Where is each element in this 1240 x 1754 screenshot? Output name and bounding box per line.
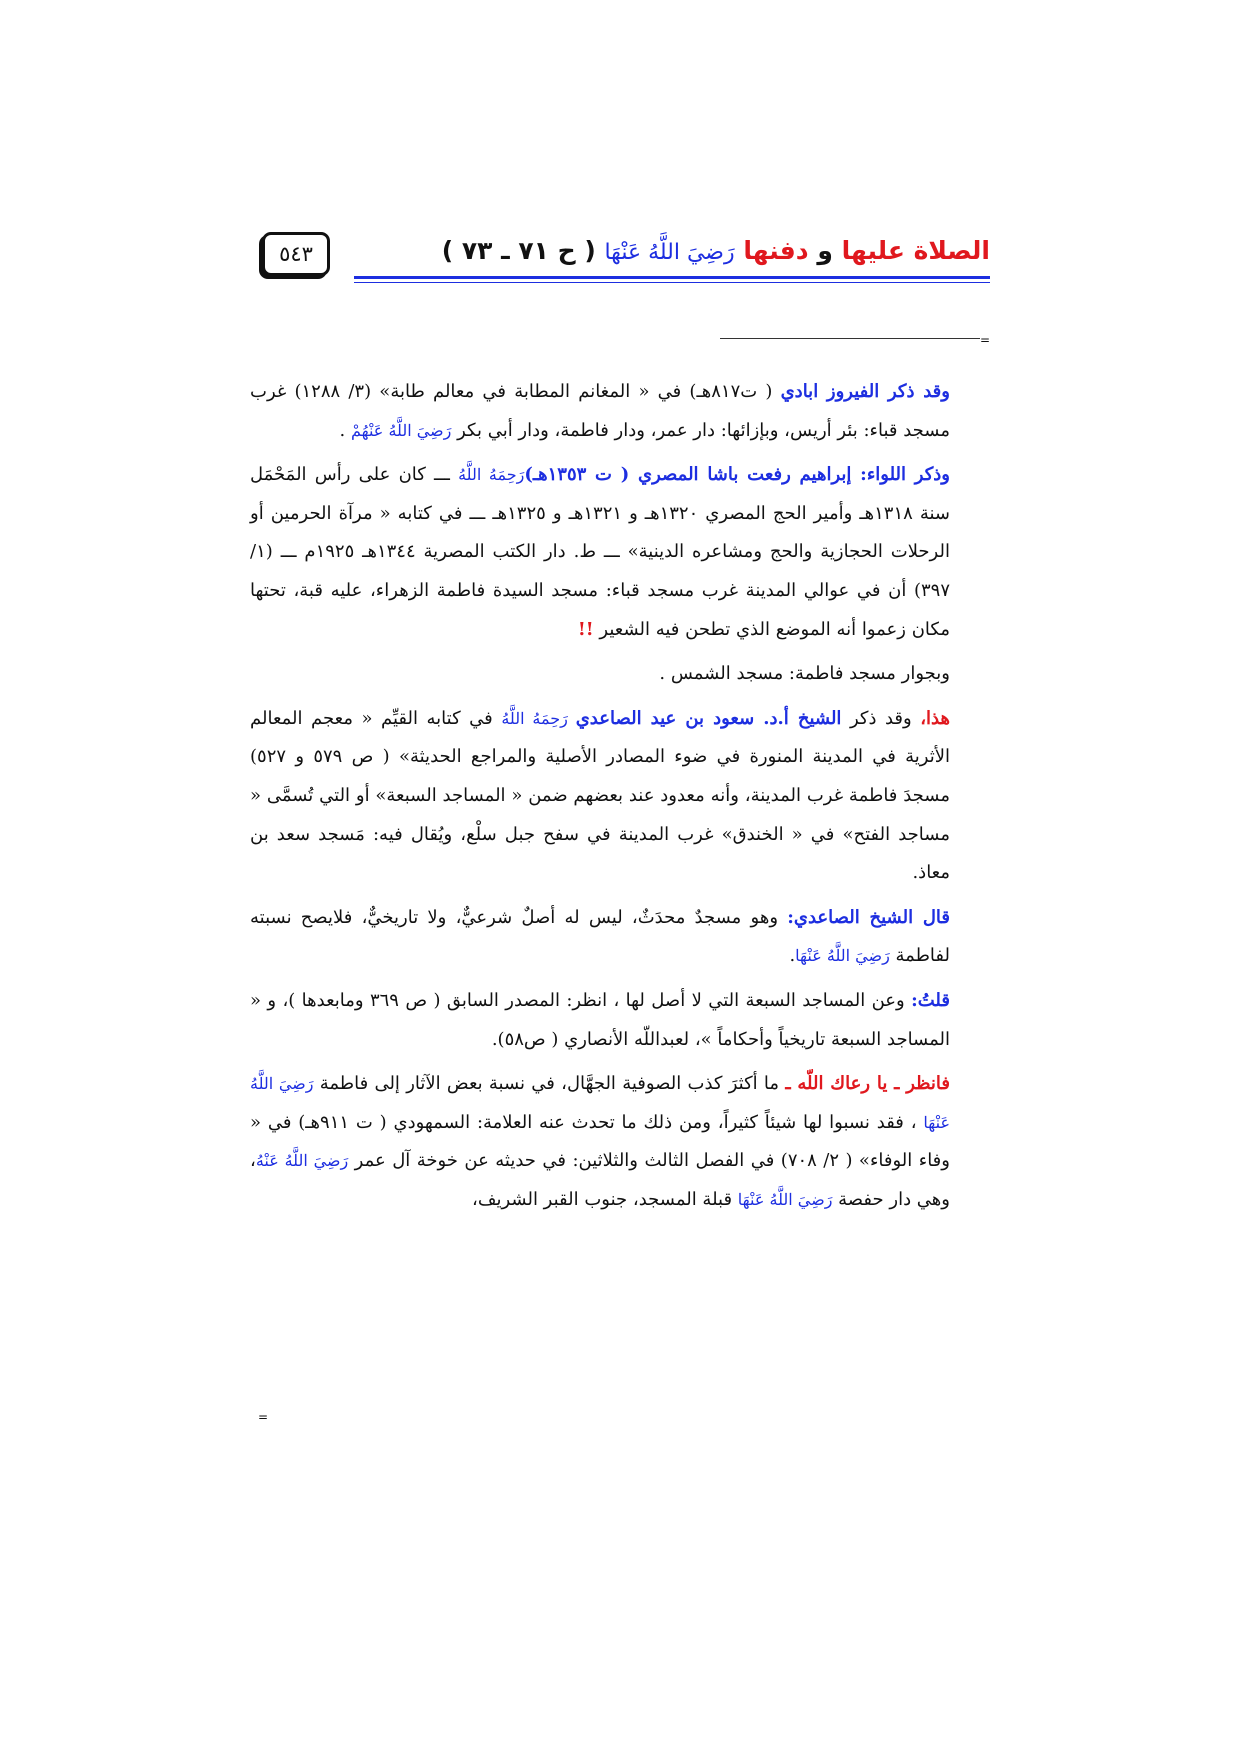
honorific: رَضِيَ اللَّهُ عَنْهَا — [250, 1074, 950, 1132]
title-conjunction: و — [808, 236, 842, 265]
chapter-title — [442, 236, 990, 265]
honorific: رَضِيَ اللَّهُ عَنْهَا — [737, 1189, 833, 1209]
footnote-continues-mark: = — [258, 1410, 269, 1424]
footnote-continuation-mark: = — [980, 333, 991, 347]
honorific: رَضِيَ اللَّهُ عَنْهُ — [255, 1151, 349, 1171]
paragraph-text: ، وهي دار حفصة — [250, 1150, 950, 1210]
paragraph-lead: قلتُ: — [911, 989, 950, 1011]
paragraph-qultu — [250, 982, 950, 1059]
paragraph-saadi-quote — [250, 899, 950, 976]
paragraph-text: وهو مسجدٌ محدَثٌ، ليس له أصلٌ شرعيٌّ، ولا تاريخيٌّ، فلايصح نسبته لفاطمة — [250, 906, 950, 967]
paragraph-lead-blue: الشيخ أ.د. سعود بن عيد الصاعدي — [575, 707, 842, 729]
honorific: رَضِيَ اللَّهُ عَنْهُمْ — [350, 420, 452, 440]
paragraph-saadi — [250, 700, 950, 893]
paragraph-lead: وذكر اللواء: إبراهيم رفعت باشا المصري ( ت ١٣٥٣هـ) — [524, 464, 950, 486]
paragraph-text: ما أكثرَ كذب الصوفية الجهَّال، في نسبة بعض الآثار إلى فاطمة — [313, 1073, 786, 1095]
paragraph-end: . — [339, 419, 351, 441]
paragraph-firuzabadi — [250, 373, 950, 450]
header-rule-thin — [354, 282, 990, 283]
paragraph-end: . — [789, 945, 796, 967]
paragraph-lead: وقد ذكر الفيروز ابادي — [780, 381, 950, 402]
honorific: رَحِمَهُ اللَّهُ — [501, 708, 576, 728]
paragraph-text: قبلة المسجد، جنوب القبر الشريف، — [472, 1188, 738, 1210]
exclamation: !! — [577, 618, 594, 640]
paragraph-lead-red: هذا، — [920, 707, 951, 729]
paragraph-text: وعن المساجد السبعة التي لا أصل لها ، انظر: المصدر السابق ( ص ٣٦٩ ومابعدها )، و « المساجد السبعة تاريخياً وأحكاماً »، لعبداللّه الأنصاري ( ص٥٨). — [250, 989, 950, 1050]
header-rule-thick — [354, 276, 990, 279]
paragraph-ibrahim-rifat — [250, 456, 950, 649]
paragraph-lead: قال الشيخ الصاعدي: — [787, 906, 951, 928]
paragraph-masjid-shams — [250, 655, 950, 694]
paragraph-text: وبجوار مسجد فاطمة: مسجد الشمس . — [659, 663, 950, 685]
paragraph-lead-red: فانظر ـ يا رعاك اللّه ـ — [785, 1073, 950, 1095]
honorific: رَحِمَهُ اللَّهُ — [458, 465, 525, 485]
paragraph-text: وقد ذكر — [841, 707, 921, 729]
footnote-body — [250, 373, 950, 1225]
page-number-badge — [262, 232, 330, 276]
page-number: ٥٤٣ — [279, 242, 313, 266]
honorific: رَضِيَ اللَّهُ عَنْهَا — [795, 946, 890, 966]
title-hadith-range: ( ح ٧١ ـ ٧٣ ) — [441, 236, 605, 265]
footnote-separator — [720, 338, 980, 339]
title-part-burial: دفنها — [743, 236, 809, 265]
paragraph-text: ( ت٨١٧هـ) في « المغانم المطابة في معالم طابة» (٣/ ١٢٨٨) غرب مسجد قباء: بئر أريس، وبإزائها: دار عمر، ودار فاطمة، ودار أبي بكر — [250, 381, 950, 441]
paragraph-text: ـــ كان على رأس المَحْمَل سنة ١٣١٨هـ وأمير الحج المصري ١٣٢٠هـ و ١٣٢١هـ و ١٣٢٥هـ ـــ في كتابه « مرآة الحرمين أو الرحلات الحجازية والحج ومشاعره الدينية» ـــ ط. دار الكتب المصرية ١٣٤٤هـ ١٩٢٥م ـــ (١/ ٣٩٧) أن في عوالي المدينة غرب مسجد قباء: مسجد السيدة فاطمة الزهراء، عليه قبة، تحتها مكان زعموا أنه الموضع الذي تطحن فيه الشعير — [250, 464, 950, 640]
paragraph-unzur — [250, 1065, 950, 1219]
page-header — [262, 232, 990, 280]
title-part-prayer: الصلاة عليها — [841, 236, 990, 265]
title-honorific: رَضِيَ اللَّهُ عَنْهَا — [604, 240, 735, 265]
paragraph-text: ، فقد نسبوا لها شيئاً كثيراً، ومن ذلك ما تحدث عنه العلامة: السمهودي ( ت ٩١١هـ) في « وفاء الوفاء» ( ٢/ ٧٠٨) في الفصل الثالث والثلاثين: في حديثه عن خوخة آل عمر — [250, 1111, 950, 1172]
paragraph-text: في كتابه القيِّم « معجم المعالم الأثرية في المدينة المنورة في ضوء المصادر الأصلية والمراجع الحديثة» ( ص ٥٧٩ و ٥٢٧) مسجدَ فاطمة غرب المدينة، وأنه معدود عند بعضهم ضمن « المساجد السبعة» أو التي تُسمَّى « مساجد الفتح» في « الخندق» غرب المدينة في سفح جبل سلْع، ويُقال فيه: مَسجد سعد بن معاذ. — [250, 707, 950, 884]
